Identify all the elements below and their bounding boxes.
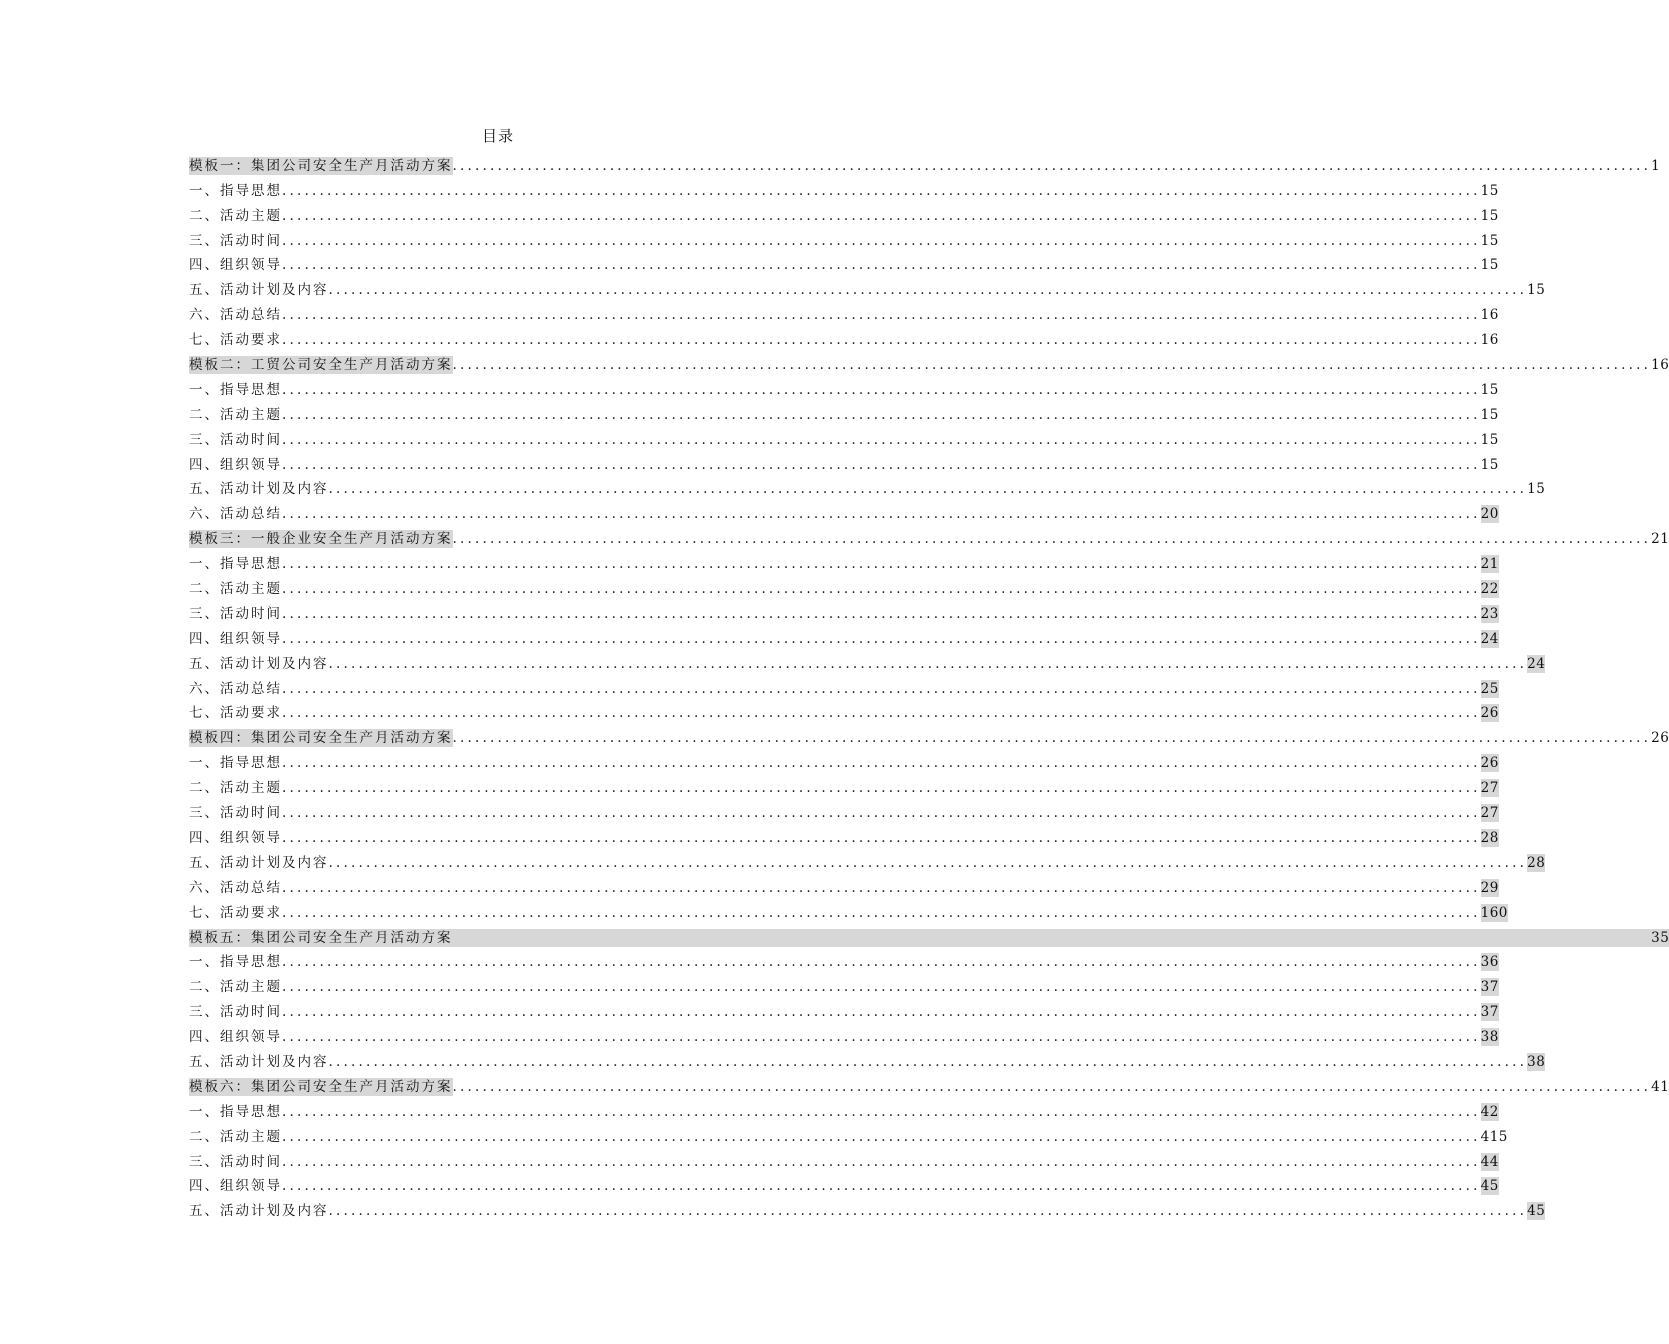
toc-entry-page: 22 (1480, 581, 1499, 598)
toc-entry-label: 六、活动总结 (189, 506, 282, 523)
toc-entry-page: 15 (1480, 381, 1499, 398)
toc-entry[interactable] (189, 299, 1499, 324)
toc-dot-leader: ................................................................................................................................................................ (282, 556, 1481, 573)
toc-entry-page: 26 (1480, 755, 1499, 772)
toc-entry-label: 六、活动总结 (189, 307, 282, 324)
toc-entry-page: 15 (1480, 207, 1499, 224)
toc-section-entry[interactable] (189, 1071, 1669, 1096)
toc-entry-page: 15 (1480, 456, 1499, 473)
toc-dot-leader: ................................................................................................................................................................ (328, 282, 1528, 299)
toc-entry-page: 38 (1527, 1053, 1546, 1070)
toc-entry-label: 二、活动主题 (189, 581, 282, 598)
toc-entry-page: 15 (1480, 431, 1499, 448)
toc-entry-page: 21 (1480, 556, 1499, 573)
toc-entry-label: 四、组织领导 (189, 456, 282, 473)
toc-entry-page: 16 (1651, 357, 1669, 374)
toc-entry-page: 20 (1480, 506, 1499, 523)
toc-entry-label: 三、活动时间 (189, 431, 282, 448)
toc-dot-leader: ................................................................................................................................................................ (282, 332, 1481, 349)
toc-dot-leader: ................................................................................................................................................................ (282, 755, 1481, 772)
toc-entry-label: 三、活动时间 (189, 232, 282, 249)
toc-entry-page: 16 (1480, 332, 1499, 349)
toc-entry-label: 模板三：一般企业安全生产月活动方案 (189, 531, 453, 548)
toc-entry-label: 模板四：集团公司安全生产月活动方案 (189, 730, 453, 747)
toc-entry[interactable] (189, 1171, 1499, 1196)
toc-entry-page: 25 (1480, 680, 1499, 697)
toc-dot-leader: ................................................................................................................................................................ (282, 1029, 1481, 1046)
toc-dot-leader: ................................................................................................................................................................ (282, 630, 1481, 647)
toc-entry[interactable] (189, 847, 1546, 872)
toc-dot-leader: ................................................................................................................................................................ (452, 157, 1652, 174)
toc-entry-page: 26 (1480, 705, 1499, 722)
toc-dot-leader: ................................................................................................................................................................ (282, 506, 1481, 523)
toc-entry[interactable] (189, 449, 1499, 474)
toc-entry-label: 七、活动要求 (189, 332, 282, 349)
toc-entry-label: 三、活动时间 (189, 1004, 282, 1021)
toc-entry-page: 16 (1480, 307, 1499, 324)
toc-entry-label: 三、活动时间 (189, 805, 282, 822)
toc-dot-leader: ................................................................................................................................................................ (282, 805, 1481, 822)
toc-entry-page: 15 (1480, 182, 1499, 199)
toc-entry-label: 一、指导思想 (189, 755, 282, 772)
toc-entry-label: 二、活动主题 (189, 780, 282, 797)
toc-dot-leader: ................................................................................................................................................................ (282, 182, 1481, 199)
toc-dot-leader: ................................................................................................................................................................ (282, 829, 1481, 846)
toc-dot-leader: ................................................................................................................................................................ (328, 1203, 1528, 1220)
toc-entry[interactable] (189, 897, 1508, 922)
toc-entry-label: 五、活动计划及内容 (189, 481, 329, 498)
toc-entry-label: 一、指导思想 (189, 954, 282, 971)
toc-entry-page: 21 (1651, 531, 1669, 548)
toc-entry-page: 15 (1480, 257, 1499, 274)
toc-entry-page: 160 (1480, 904, 1508, 921)
toc-entry[interactable] (189, 399, 1499, 424)
toc-entry[interactable] (189, 200, 1499, 225)
toc-dot-leader: ................................................................................................................................................................ (282, 307, 1481, 324)
toc-entry-page: 24 (1527, 655, 1546, 672)
toc-entry-label: 四、组织领导 (189, 829, 282, 846)
toc-dot-leader: ................................................................................................................................................................ (282, 780, 1481, 797)
toc-entry[interactable] (189, 747, 1499, 772)
toc-section-entry[interactable] (189, 523, 1669, 548)
toc-section-entry[interactable] (189, 150, 1661, 175)
toc-entry-page: 29 (1480, 879, 1499, 896)
toc-entry-label: 三、活动时间 (189, 1153, 282, 1170)
toc-entry-label: 七、活动要求 (189, 904, 282, 921)
toc-entry-label: 五、活动计划及内容 (189, 655, 329, 672)
toc-entry[interactable] (189, 971, 1499, 996)
toc-entry-page: 44 (1480, 1153, 1499, 1170)
toc-dot-leader: ................................................................................................................................................................ (328, 1053, 1528, 1070)
toc-dot-leader: ................................................................................................................................................................ (282, 680, 1481, 697)
toc-dot-leader: ................................................................................................................................................................ (282, 1128, 1481, 1145)
toc-entry-label: 一、指导思想 (189, 556, 282, 573)
toc-entry[interactable] (189, 474, 1546, 499)
toc-entry-label: 模板一：集团公司安全生产月活动方案 (189, 157, 453, 174)
toc-dot-leader: ................................................................................................................................................................ (282, 605, 1481, 622)
toc-dot-leader: ................................................................................................................................................................ (282, 1004, 1481, 1021)
toc-entry[interactable] (189, 996, 1499, 1021)
toc-entry[interactable] (189, 598, 1499, 623)
toc-entry-page: 45 (1480, 1178, 1499, 1195)
toc-entry[interactable] (189, 648, 1546, 673)
toc-entry[interactable] (189, 1046, 1546, 1071)
toc-entry[interactable] (189, 797, 1499, 822)
toc-dot-leader: ................................................................................................................................................................ (282, 257, 1481, 274)
toc-entry[interactable] (189, 324, 1499, 349)
toc-entry-label: 四、组织领导 (189, 257, 282, 274)
toc-entry[interactable] (189, 1146, 1499, 1171)
toc-dot-leader: ................................................................................................................................................................ (282, 1103, 1481, 1120)
toc-dot-leader: ................................................................................................................................................................ (282, 705, 1481, 722)
toc-entry[interactable] (189, 274, 1546, 299)
toc-entry[interactable] (189, 374, 1499, 399)
toc-entry[interactable] (189, 772, 1499, 797)
toc-entry[interactable] (189, 1096, 1499, 1121)
toc-entry-label: 二、活动主题 (189, 207, 282, 224)
toc-entry-label: 一、指导思想 (189, 1103, 282, 1120)
toc-dot-leader: ................................................................................................................................................................ (282, 406, 1481, 423)
toc-dot-leader: ................................................................................................................................................................ (452, 730, 1652, 747)
toc-entry-page: 37 (1480, 1004, 1499, 1021)
toc-entry-page: 41 (1651, 1078, 1669, 1095)
toc-dot-leader: ................................................................................................................................................................ (452, 357, 1652, 374)
toc-entry-page: 15 (1527, 481, 1546, 498)
toc-dot-leader: ................................................................................................................................................................ (282, 979, 1481, 996)
toc-entry-page: 15 (1480, 406, 1499, 423)
toc-entry-label: 模板六：集团公司安全生产月活动方案 (189, 1078, 453, 1095)
toc-entry-label: 二、活动主题 (189, 406, 282, 423)
toc-entry-label: 一、指导思想 (189, 381, 282, 398)
toc-entry[interactable] (189, 623, 1499, 648)
toc-entry-label: 七、活动要求 (189, 705, 282, 722)
toc-entry[interactable] (189, 1021, 1499, 1046)
toc-entry[interactable] (189, 1195, 1546, 1220)
toc-entry[interactable] (189, 175, 1499, 200)
toc-entry-label: 六、活动总结 (189, 680, 282, 697)
toc-entry-page: 42 (1480, 1103, 1499, 1120)
toc-dot-leader: ................................................................................................................................................................ (282, 431, 1481, 448)
toc-entry[interactable] (189, 698, 1499, 723)
toc-dot-leader: ................................................................................................................................................................ (452, 1078, 1652, 1095)
toc-dot-leader: ................................................................................................................................................................ (282, 581, 1481, 598)
toc-entry[interactable] (189, 424, 1499, 449)
toc-entry-label: 四、组织领导 (189, 1029, 282, 1046)
toc-entry-label: 一、指导思想 (189, 182, 282, 199)
toc-entry-page: 415 (1480, 1128, 1508, 1145)
toc-section-entry[interactable] (189, 722, 1669, 747)
toc-entry-page: 27 (1480, 805, 1499, 822)
toc-entry-page: 36 (1480, 954, 1499, 971)
toc-entry-label: 四、组织领导 (189, 630, 282, 647)
toc-entry[interactable] (189, 822, 1499, 847)
toc-entry-page: 23 (1480, 605, 1499, 622)
toc-entry-label: 六、活动总结 (189, 879, 282, 896)
toc-entry[interactable] (189, 225, 1499, 250)
toc-entry-page: 28 (1527, 854, 1546, 871)
toc-entry-label: 模板五：集团公司安全生产月活动方案 (189, 929, 453, 946)
toc-dot-leader: ................................................................................................................................................................ (452, 531, 1652, 548)
toc-dot-leader: ................................................................................................................................................................ (282, 904, 1481, 921)
toc-dot-leader: ................................................................................................................................................................ (282, 207, 1481, 224)
toc-dot-leader: ................................................................................................................................................................ (328, 655, 1528, 672)
toc-dot-leader: ................................................................................................................................................................ (282, 381, 1481, 398)
toc-entry-page: 27 (1480, 780, 1499, 797)
toc-entry-page: 35 (1651, 929, 1669, 946)
toc-dot-leader (453, 929, 1652, 947)
toc-entry-label: 五、活动计划及内容 (189, 1053, 329, 1070)
toc-entry-page: 24 (1480, 630, 1499, 647)
toc-dot-leader: ................................................................................................................................................................ (282, 456, 1481, 473)
toc-entry-page: 1 (1651, 157, 1661, 174)
toc-dot-leader: ................................................................................................................................................................ (282, 879, 1481, 896)
table-of-contents (189, 150, 1669, 1220)
toc-entry-label: 二、活动主题 (189, 1128, 282, 1145)
toc-entry[interactable] (189, 498, 1499, 523)
toc-entry[interactable] (189, 947, 1499, 972)
toc-entry-page: 28 (1480, 829, 1499, 846)
toc-entry-label: 二、活动主题 (189, 979, 282, 996)
toc-entry[interactable] (189, 872, 1499, 897)
toc-title: 目录 (481, 127, 514, 145)
toc-entry[interactable] (189, 673, 1499, 698)
toc-entry-label: 模板二：工贸公司安全生产月活动方案 (189, 357, 453, 374)
toc-section-entry[interactable] (189, 922, 1669, 947)
toc-entry[interactable] (189, 573, 1499, 598)
toc-entry[interactable] (189, 250, 1499, 275)
toc-entry-label: 五、活动计划及内容 (189, 854, 329, 871)
toc-entry[interactable] (189, 548, 1499, 573)
toc-entry-label: 三、活动时间 (189, 605, 282, 622)
toc-entry-page: 37 (1480, 979, 1499, 996)
toc-dot-leader: ................................................................................................................................................................ (328, 854, 1528, 871)
toc-entry[interactable] (189, 1121, 1508, 1146)
toc-entry-page: 15 (1527, 282, 1546, 299)
toc-entry-label: 四、组织领导 (189, 1178, 282, 1195)
toc-dot-leader: ................................................................................................................................................................ (282, 1153, 1481, 1170)
toc-entry-page: 26 (1651, 730, 1669, 747)
toc-entry-label: 五、活动计划及内容 (189, 282, 329, 299)
toc-section-entry[interactable] (189, 349, 1669, 374)
toc-dot-leader: ................................................................................................................................................................ (282, 954, 1481, 971)
toc-entry-page: 45 (1527, 1203, 1546, 1220)
toc-dot-leader: ................................................................................................................................................................ (328, 481, 1528, 498)
toc-entry-page: 15 (1480, 232, 1499, 249)
toc-entry-label: 五、活动计划及内容 (189, 1203, 329, 1220)
toc-dot-leader: ................................................................................................................................................................ (282, 1178, 1481, 1195)
toc-entry-page: 38 (1480, 1029, 1499, 1046)
toc-dot-leader: ................................................................................................................................................................ (282, 232, 1481, 249)
